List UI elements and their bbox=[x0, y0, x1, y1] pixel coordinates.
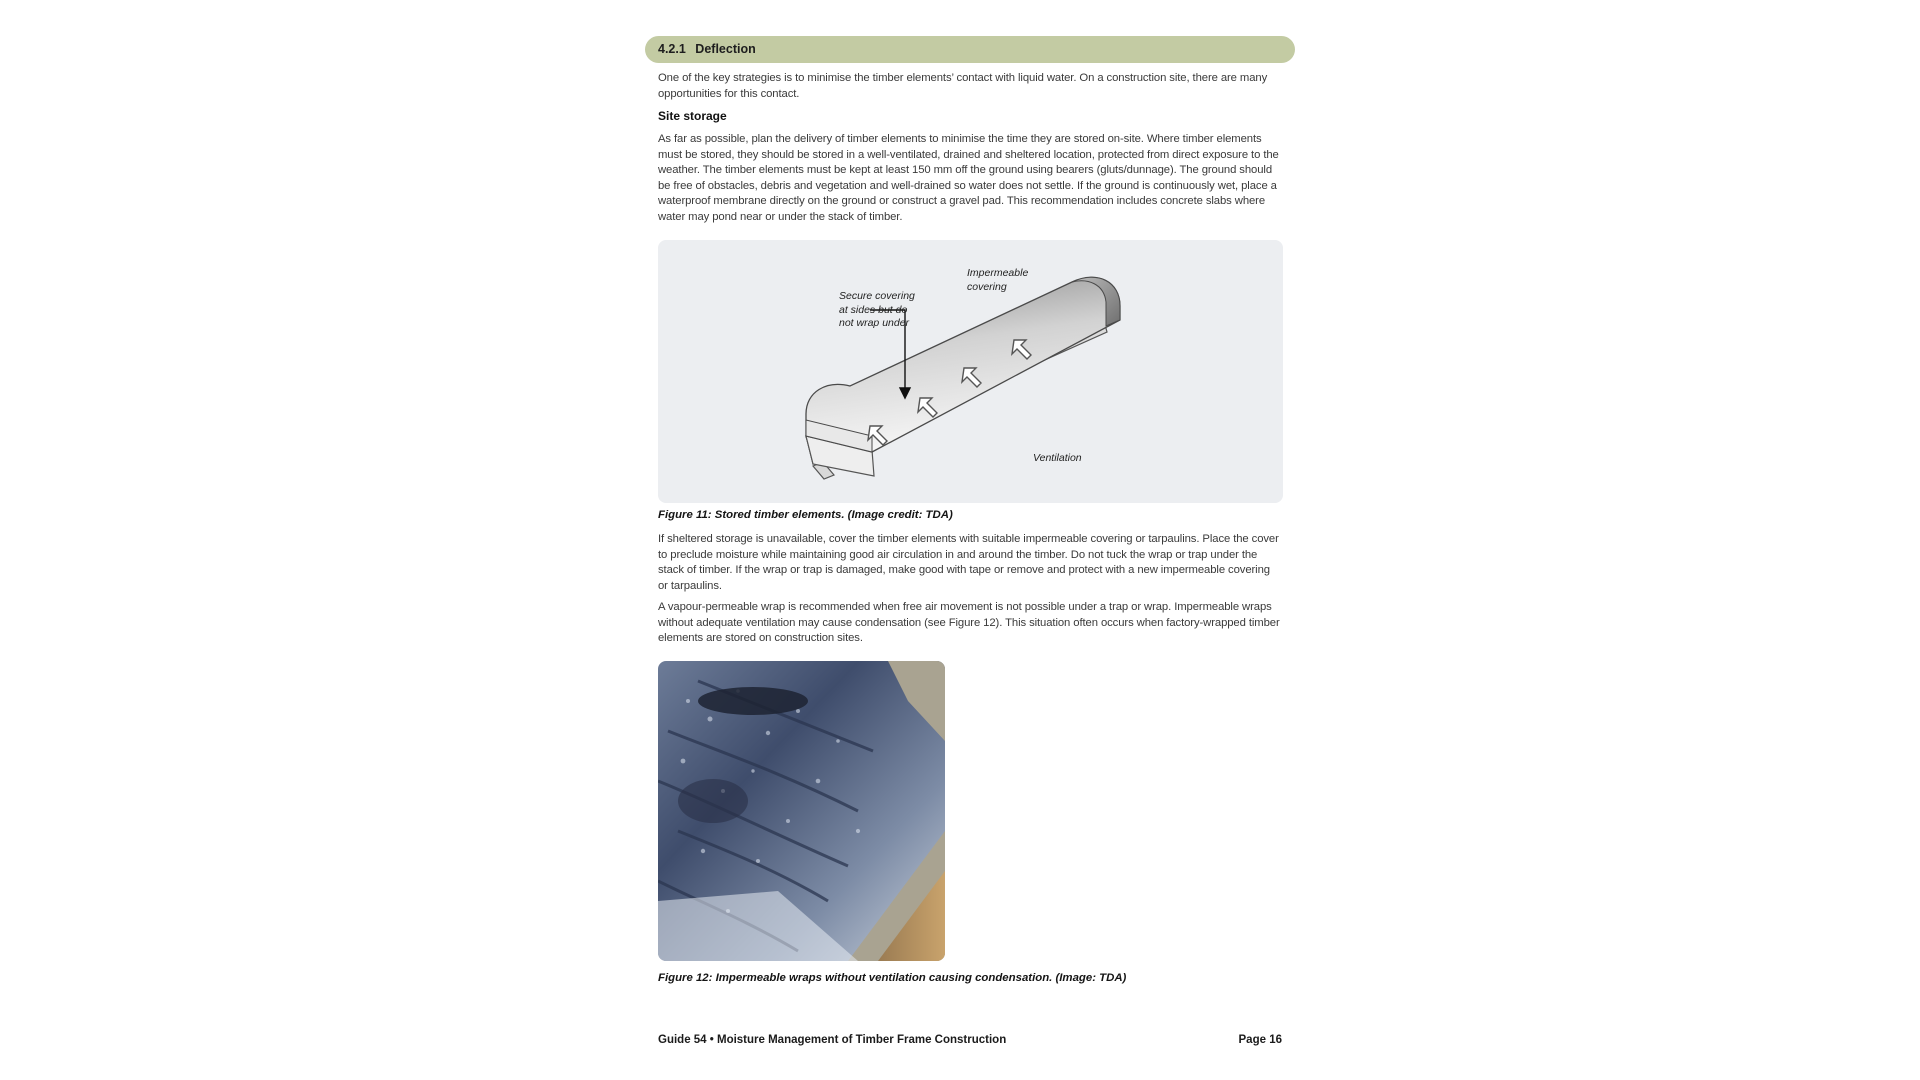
wet-patch bbox=[678, 779, 748, 823]
document-page bbox=[645, 36, 1295, 1076]
figure-12-photo bbox=[658, 661, 945, 961]
page-footer bbox=[658, 1034, 1282, 1046]
footer-page-number: Page 16 bbox=[1238, 1034, 1282, 1046]
dark-patch bbox=[698, 687, 808, 715]
sheltered-storage-paragraph: If sheltered storage is unavailable, cover the timber elements with suitable impermeable covering or tarpaulins. Place the cover to preclude moisture while maintaining good air circulation in and around the timber. Do not tuck the wrap or trap under the stack of timber. If the wrap or trap is damaged, make good with tape or remove and protect with a new impermeable covering or tarpaulins. bbox=[658, 533, 1279, 592]
section-header-bar bbox=[645, 36, 1295, 63]
intro-paragraph: One of the key strategies is to minimise the timber elements’ contact with liquid water. On a construction site, there are many opportunities for this contact. bbox=[658, 72, 1268, 100]
storage-paragraph: As far as possible, plan the delivery of timber elements to minimise the time they are stored on-site. Where timber elements must be stored, they should be stored in a well-ventilated, drained and sheltered location, protected from direct exposure to the weather. The timber elements must be kept at least 150 mm off the ground using bearers (gluts/dunnage). The ground should be free of obstacles, debris and vegetation and well-drained so water does not settle. If the ground is continuously wet, place a waterproof membrane directly on the ground or construct a gravel pad. This recommendation includes concrete slabs where water may pond near or under the stack of timber. bbox=[658, 133, 1279, 223]
condensation-photo-illustration bbox=[658, 661, 945, 961]
label-ventilation: Ventilation bbox=[1033, 452, 1082, 464]
section-title: Deflection bbox=[695, 42, 756, 56]
figure-11-caption: Figure 11: Stored timber elements. (Image credit: TDA) bbox=[658, 509, 953, 521]
label-impermeable-covering: Impermeable covering bbox=[967, 267, 1029, 293]
section-number: 4.2.1 bbox=[658, 42, 686, 56]
footer-guide-title: Guide 54 • Moisture Management of Timber Frame Construction bbox=[658, 1034, 1007, 1046]
figure-11-diagram bbox=[658, 240, 1283, 503]
label-secure-covering: Secure covering at sides but do not wrap under bbox=[839, 290, 915, 329]
vapour-wrap-paragraph: A vapour-permeable wrap is recommended when free air movement is not possible under a trap or wrap. Impermeable wraps without adequate ventilation may cause condensation (see Figure 12). This situation often occurs when factory-wrapped timber elements are stored on construction sites. bbox=[658, 601, 1280, 645]
subheading-site-storage: Site storage bbox=[658, 109, 727, 123]
figure-12-caption: Figure 12: Impermeable wraps without ventilation causing condensation. (Image: TDA) bbox=[658, 972, 1127, 984]
